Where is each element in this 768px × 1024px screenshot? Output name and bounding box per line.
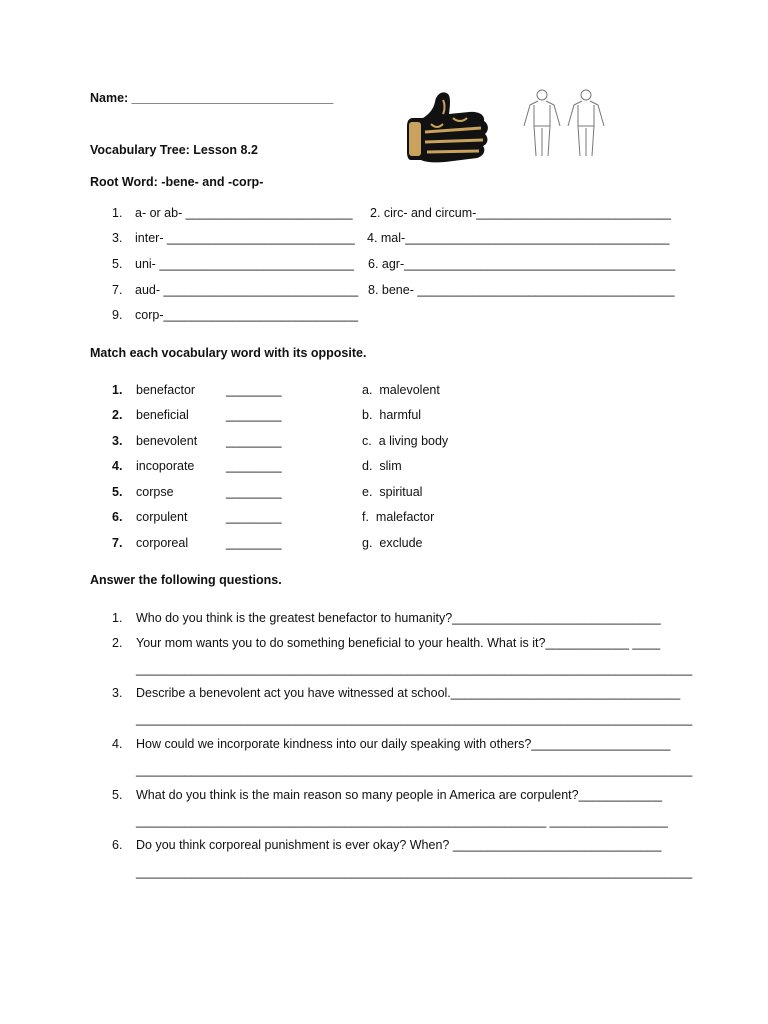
opposite-item: g. exclude [362, 536, 423, 550]
question-number: 5. [112, 788, 123, 802]
root-field[interactable]: 8. bene- _____________________________________ [368, 283, 675, 297]
question-number: 6. [112, 838, 123, 852]
opposite-item: b. harmful [362, 408, 422, 422]
question-text[interactable]: How could we incorporate kindness into our daily speaking with others?____________________ [136, 737, 671, 751]
root-field[interactable]: a- or ab- ________________________ [135, 206, 353, 220]
root-field[interactable]: inter- ___________________________ [135, 231, 355, 245]
match-number: 4. [112, 459, 123, 473]
question-number: 3. [112, 686, 123, 700]
match-blank[interactable]: ________ [226, 459, 282, 473]
match-blank[interactable]: ________ [226, 510, 282, 524]
match-number: 3. [112, 434, 123, 448]
list-item[interactable]: 7. [112, 283, 123, 297]
list-item[interactable]: 5. [112, 257, 123, 271]
match-word: corpulent [136, 510, 188, 524]
lesson-title: Vocabulary Tree: Lesson 8.2 [90, 143, 258, 157]
root-field[interactable]: 4. mal-______________________________________ [367, 231, 670, 245]
question-text[interactable]: Your mom wants you to do something beneficial to your health. What is it?____________ ____ [136, 636, 661, 650]
list-item[interactable]: 3. [112, 231, 123, 245]
match-word: incoporate [136, 459, 195, 473]
match-blank[interactable]: ________ [226, 408, 282, 422]
list-item[interactable]: 9. [112, 308, 123, 322]
question-text[interactable]: Do you think corporeal punishment is ever okay? When? ______________________________ [136, 838, 662, 852]
question-text[interactable]: Who do you think is the greatest benefactor to humanity?______________________________ [136, 611, 661, 625]
match-number: 7. [112, 536, 123, 550]
human-body-icon [520, 88, 610, 160]
match-blank[interactable]: ________ [226, 485, 282, 499]
match-blank[interactable]: ________ [226, 434, 282, 448]
root-field[interactable]: aud- ____________________________ [135, 283, 359, 297]
question-text[interactable]: Describe a benevolent act you have witnessed at school._________________________________ [136, 686, 681, 700]
thumbs-up-icon [405, 88, 500, 168]
root-word-heading: Root Word: -bene- and -corp- [90, 175, 264, 189]
answer-line[interactable]: ________________________________________________________________________________ [136, 662, 693, 676]
match-word: corporeal [136, 536, 189, 550]
match-number: 1. [112, 383, 123, 397]
match-word: corpse [136, 485, 174, 499]
question-text[interactable]: What do you think is the main reason so many people in America are corpulent?____________ [136, 788, 663, 802]
answer-line[interactable]: ________________________________________________________________________________ [136, 865, 693, 879]
root-field[interactable]: uni- ____________________________ [135, 257, 354, 271]
opposite-item: a. malevolent [362, 383, 440, 397]
match-word: benefactor [136, 383, 196, 397]
name-field[interactable]: Name: _____________________________ [90, 91, 334, 105]
opposite-item: f. malefactor [362, 510, 435, 524]
answer-line[interactable]: ________________________________________________________________________________ [136, 712, 693, 726]
match-instructions: Match each vocabulary word with its opposite. [90, 346, 367, 360]
match-number: 6. [112, 510, 123, 524]
match-number: 2. [112, 408, 123, 422]
opposite-item: c. a living body [362, 434, 449, 448]
root-field[interactable]: corp-____________________________ [135, 308, 359, 322]
questions-instructions: Answer the following questions. [90, 573, 282, 587]
list-item[interactable]: 1. [112, 206, 123, 220]
answer-line[interactable]: ___________________________________________________________ _________________ [136, 814, 668, 828]
match-word: beneficial [136, 408, 189, 422]
question-number: 1. [112, 611, 123, 625]
match-word: benevolent [136, 434, 198, 448]
match-blank[interactable]: ________ [226, 383, 282, 397]
root-field[interactable]: 2. circ- and circum-____________________________ [370, 206, 671, 220]
opposite-item: d. slim [362, 459, 402, 473]
opposite-item: e. spiritual [362, 485, 423, 499]
root-field[interactable]: 6. agr-_______________________________________ [368, 257, 676, 271]
question-number: 2. [112, 636, 123, 650]
match-blank[interactable]: ________ [226, 536, 282, 550]
question-number: 4. [112, 737, 123, 751]
answer-line[interactable]: ________________________________________________________________________________ [136, 763, 693, 777]
match-number: 5. [112, 485, 123, 499]
